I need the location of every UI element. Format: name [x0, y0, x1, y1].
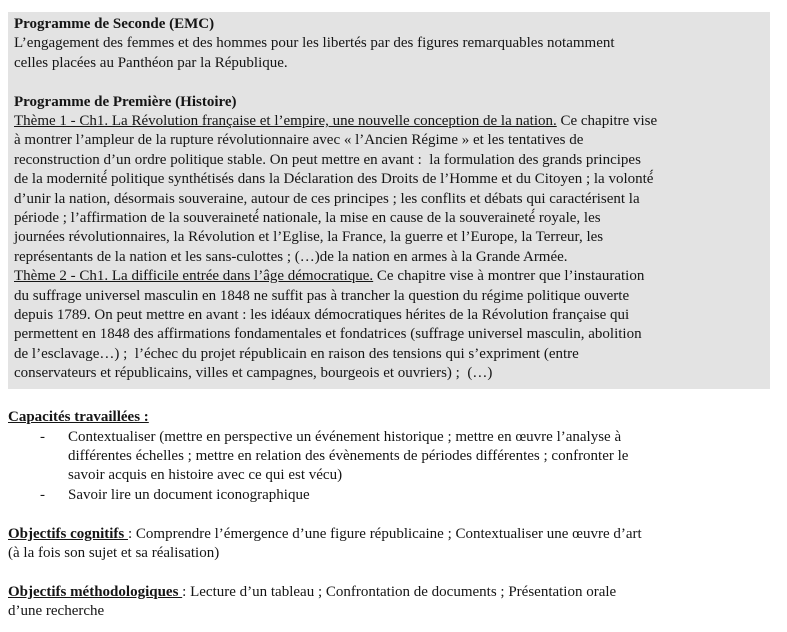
- text-segment: d’une recherche: [8, 603, 105, 620]
- text-segment: : Comprendre l’émergence d’une figure républicaine ; Contextualiser une œuvre d’art: [127, 525, 642, 542]
- text-line: [14, 209, 764, 228]
- text-line: [14, 325, 764, 344]
- text-segment: Capacités travaillées :: [8, 409, 149, 426]
- text-segment: conservateurs et républicains, villes et campagnes, bourgeois et ouvriers) ; (…): [14, 365, 493, 382]
- bullet-line: [8, 428, 770, 447]
- objectives-block: [8, 389, 770, 622]
- program-shaded-block: [8, 12, 770, 389]
- text-line: [14, 170, 764, 189]
- document-page: [8, 12, 770, 622]
- text-segment: (à la fois son sujet et sa réalisation): [8, 544, 220, 561]
- text-segment: L’engagement des femmes et des hommes pour les libertés par des figures remarquables notamment: [14, 35, 615, 52]
- text-line: [14, 190, 764, 209]
- text-line: [14, 15, 764, 34]
- bullet-dash: -: [40, 486, 45, 503]
- text-segment: Thème 2 - Ch1. La difficile entrée dans l’âge démocratique.: [14, 268, 374, 285]
- text-line: [14, 287, 764, 306]
- text-segment: savoir acquis en histoire avec ce qui est vécu): [68, 467, 343, 484]
- text-line: [14, 34, 764, 53]
- text-segment: depuis 1789. On peut mettre en avant : les idéaux démocratiques hérites de la Révolution française qui: [14, 307, 630, 324]
- text-segment: Contextualiser (mettre en perspective un événement historique ; mettre en œuvre l’analyse à: [68, 428, 622, 445]
- text-line: [8, 583, 770, 602]
- text-segment: à montrer l’ampleur de la rupture révolutionnaire avec « l’Ancien Régime » et les tentatives de: [14, 132, 584, 149]
- bullet-dash: -: [40, 428, 45, 445]
- text-line: [8, 447, 770, 466]
- text-segment: d’unir la nation, désormais souveraine, autour de ces principes ; les conflits et débats qui caractérisent la: [14, 190, 640, 207]
- text-segment: permettent en 1848 des affirmations fondamentales et fondatrices (suffrage universel masculin, abolition: [14, 326, 642, 343]
- text-segment: reconstruction d’un ordre politique stable. On peut mettre en avant : la formulation des grands principes: [14, 151, 641, 168]
- text-line: [8, 389, 770, 408]
- text-line: [14, 248, 764, 267]
- text-line: [14, 267, 764, 286]
- text-segment: Ce chapitre vise: [556, 113, 658, 130]
- text-line: [14, 306, 764, 325]
- text-segment: Thème 1 - Ch1. La Révolution française et l’empire, une nouvelle conception de la nation.: [14, 113, 557, 130]
- text-line: [8, 602, 770, 621]
- text-line: [14, 93, 764, 112]
- text-line: [14, 112, 764, 131]
- text-segment: de l’esclavage…) ; l’échec du projet républicain en raison des tensions qui s’expriment (entre: [14, 345, 579, 362]
- text-segment: journées révolutionnaires, la Révolution et l’Eglise, la France, la guerre et l’Europe, la Terreur, les: [14, 229, 604, 246]
- text-line: [14, 345, 764, 364]
- text-segment: Objectifs méthodologiques: [8, 583, 183, 600]
- text-segment: du suffrage universel masculin en 1848 ne suffit pas à trancher la question du régime politique ouverte: [14, 287, 630, 304]
- text-segment: celles placées au Panthéon par la République.: [14, 54, 288, 71]
- text-segment: période ; l’affirmation de la souveraineté́ nationale, la mise en cause de la souveraineté́ royale, les: [14, 210, 601, 227]
- text-line: [8, 466, 770, 485]
- bullet-line: [8, 486, 770, 505]
- text-line: [8, 408, 770, 427]
- text-line: [14, 73, 764, 92]
- text-line: [14, 54, 764, 73]
- text-segment: de la modernité́ politique synthétisés dans la Déclaration des Droits de l’Homme et du Citoyen ; la volonté́: [14, 171, 654, 188]
- text-line: [14, 131, 764, 150]
- text-segment: Objectifs cognitifs: [8, 525, 128, 542]
- text-line: [8, 505, 770, 524]
- text-line: [8, 525, 770, 544]
- text-line: [14, 364, 764, 383]
- text-segment: représentants de la nation et les sans-culottes ; (…)de la nation en armes à la Grande Armée.: [14, 248, 568, 265]
- text-segment: Savoir lire un document iconographique: [68, 486, 310, 503]
- text-segment: Programme de Seconde (EMC): [14, 16, 215, 32]
- text-line: [14, 228, 764, 247]
- text-segment: : Lecture d’un tableau ; Confrontation de documents ; Présentation orale: [182, 583, 617, 600]
- text-segment: différentes échelles ; mettre en relation des évènements de périodes différentes ; confronter le: [68, 447, 629, 464]
- text-line: [14, 151, 764, 170]
- text-segment: Ce chapitre vise à montrer que l’instauration: [373, 268, 645, 285]
- text-line: [8, 544, 770, 563]
- text-segment: Programme de Première (Histoire): [14, 93, 237, 110]
- text-line: [8, 563, 770, 582]
